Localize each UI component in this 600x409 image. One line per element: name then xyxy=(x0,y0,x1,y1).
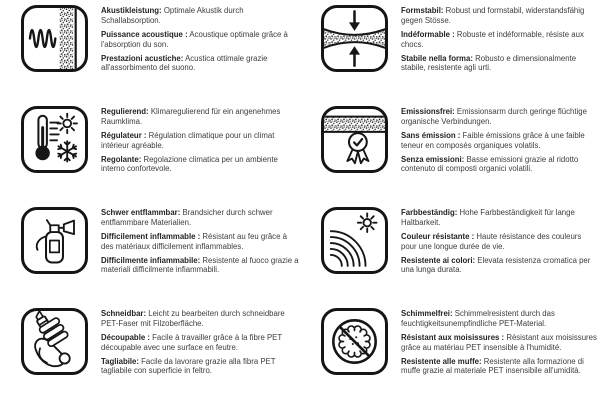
feature-texts xyxy=(101,207,299,280)
shape-stability-icon xyxy=(321,5,388,72)
entry-text: Robust und formstabil, widerstandsfähig gegen Stösse. xyxy=(401,6,585,25)
entry-text: Acoustique optimale grâce à l'absorption du son. xyxy=(101,29,288,49)
feature-texts xyxy=(401,207,599,280)
feature-cuttable xyxy=(0,308,300,409)
text-fr xyxy=(401,333,599,352)
entry-label: Puissance acoustique : xyxy=(101,29,188,39)
text-it xyxy=(401,54,599,73)
text-fr xyxy=(101,131,299,150)
text-de xyxy=(101,309,299,328)
entry-label: Sans émission : xyxy=(401,130,461,140)
entry-label: Emissionsfrei: xyxy=(401,107,455,116)
entry-label: Prestazioni acustiche: xyxy=(101,53,184,63)
feature-texts xyxy=(401,308,599,381)
text-de xyxy=(401,107,599,126)
entry-label: Difficilmente infiammabile: xyxy=(101,255,201,265)
text-fr xyxy=(101,232,299,251)
entry-text: Optimale Akustik durch Schallabsorption. xyxy=(101,6,244,25)
entry-label: Regulierend: xyxy=(101,107,149,116)
acoustic-absorption-icon xyxy=(21,5,88,72)
entry-label: Résistant aux moisissures : xyxy=(401,332,505,342)
text-it xyxy=(401,155,599,174)
text-de xyxy=(401,208,599,227)
feature-low-emission xyxy=(300,106,600,207)
text-fr xyxy=(101,333,299,352)
feature-climate-regulation xyxy=(0,106,300,207)
text-de xyxy=(401,309,599,328)
no-mold-icon xyxy=(321,308,388,375)
climate-regulation-icon xyxy=(21,106,88,173)
entry-text: Facile da lavorare grazie alla fibra PET tagliabile con superficie in feltro. xyxy=(101,356,276,376)
entry-label: Schwer entflammbar: xyxy=(101,208,181,217)
entry-text: Schimmelresistent durch das feuchtigkeitsunempfindliche PET-Material. xyxy=(401,309,555,328)
text-fr xyxy=(101,30,299,49)
entry-label: Régulateur : xyxy=(101,130,147,140)
text-it xyxy=(101,256,299,275)
entry-label: Indéformable : xyxy=(401,29,455,39)
entry-label: Regolante: xyxy=(101,154,142,164)
feature-texts xyxy=(401,5,599,78)
entry-text: Leicht zu bearbeiten durch schneidbare PET-Faser mit Filzoberfläche. xyxy=(101,309,285,328)
text-it xyxy=(401,357,599,376)
text-it xyxy=(101,54,299,73)
entry-text: Faible émissions grâce à une faible teneur en composés organiques volatils. xyxy=(401,130,585,150)
entry-label: Formstabil: xyxy=(401,6,444,15)
text-de xyxy=(101,107,299,126)
entry-label: Découpable : xyxy=(101,332,150,342)
feature-flame-retardant xyxy=(0,207,300,308)
feature-shape-stability xyxy=(300,5,600,106)
feature-acoustic xyxy=(0,5,300,106)
text-de xyxy=(401,6,599,25)
entry-text: Robuste et indéformable, résiste aux chocs. xyxy=(401,29,584,49)
entry-text: Klimaregulierend für ein angenehmes Raumklima. xyxy=(101,107,281,126)
entry-text: Regolazione climatica per un ambiente interno confortevole. xyxy=(101,154,278,174)
entry-label: Couleur résistante : xyxy=(401,231,475,241)
entry-label: Stabile nella forma: xyxy=(401,53,473,63)
entry-text: Facile à travailler grâce à la fibre PET découpable avec une surface en feutre. xyxy=(101,332,282,352)
entry-text: Basse emissioni grazie al ridotto contenuto di composti organici volatili. xyxy=(401,154,579,174)
entry-text: Hohe Farbbeständigkeit für lange Haltbarkeit. xyxy=(401,208,575,227)
entry-text: Résistant au feu grâce à des matériaux difficilement inflammables. xyxy=(101,231,287,251)
entry-text: Elevata resistenza cromatica per una lunga durata. xyxy=(401,255,591,275)
feature-texts xyxy=(101,5,299,78)
entry-text: Brandsicher durch schwer entflammbare Materialien. xyxy=(101,208,273,227)
fire-extinguisher-icon xyxy=(21,207,88,274)
text-it xyxy=(101,357,299,376)
entry-label: Schneidbar: xyxy=(101,309,147,318)
entry-text: Emissionsarm durch geringe flüchtige organische Verbindungen. xyxy=(401,107,587,126)
feature-texts xyxy=(101,308,299,381)
entry-label: Difficilement inflammable : xyxy=(101,231,201,241)
entry-label: Resistente alle muffe: xyxy=(401,356,482,366)
text-fr xyxy=(401,30,599,49)
text-de xyxy=(101,208,299,227)
entry-text: Robusto e dimensionalmente stabile, resistente agli urti. xyxy=(401,53,577,73)
text-it xyxy=(401,256,599,275)
text-fr xyxy=(401,232,599,251)
entry-text: Resistente alla formazione di muffe grazie al materiale PET insensibile all'umidità. xyxy=(401,356,584,376)
feature-texts xyxy=(101,106,299,179)
entry-text: Régulation climatique pour un climat intérieur agréable. xyxy=(101,130,275,150)
color-fastness-icon xyxy=(321,207,388,274)
low-emission-certificate-icon xyxy=(321,106,388,173)
entry-text: Haute résistance des couleurs pour une longue durée de vie. xyxy=(401,231,582,251)
entry-text: Resistente al fuoco grazie a materiali difficilmente infiammabili. xyxy=(101,255,299,275)
hand-cutter-icon xyxy=(21,308,88,375)
entry-label: Schimmelfrei: xyxy=(401,309,453,318)
text-fr xyxy=(401,131,599,150)
entry-label: Tagliabile: xyxy=(101,356,139,366)
feature-color-fastness xyxy=(300,207,600,308)
entry-label: Senza emissioni: xyxy=(401,154,465,164)
entry-label: Farbbeständig: xyxy=(401,208,458,217)
entry-label: Akustikleistung: xyxy=(101,6,162,15)
entry-text: Résistant aux moisissures grâce au matériau PET insensible à l'humidité. xyxy=(401,332,597,352)
entry-text: Acustica ottimale grazie all'assorbimento del suono. xyxy=(101,53,268,73)
feature-texts xyxy=(401,106,599,179)
feature-mold-free xyxy=(300,308,600,409)
text-de xyxy=(101,6,299,25)
entry-label: Resistente ai colori: xyxy=(401,255,476,265)
text-it xyxy=(101,155,299,174)
